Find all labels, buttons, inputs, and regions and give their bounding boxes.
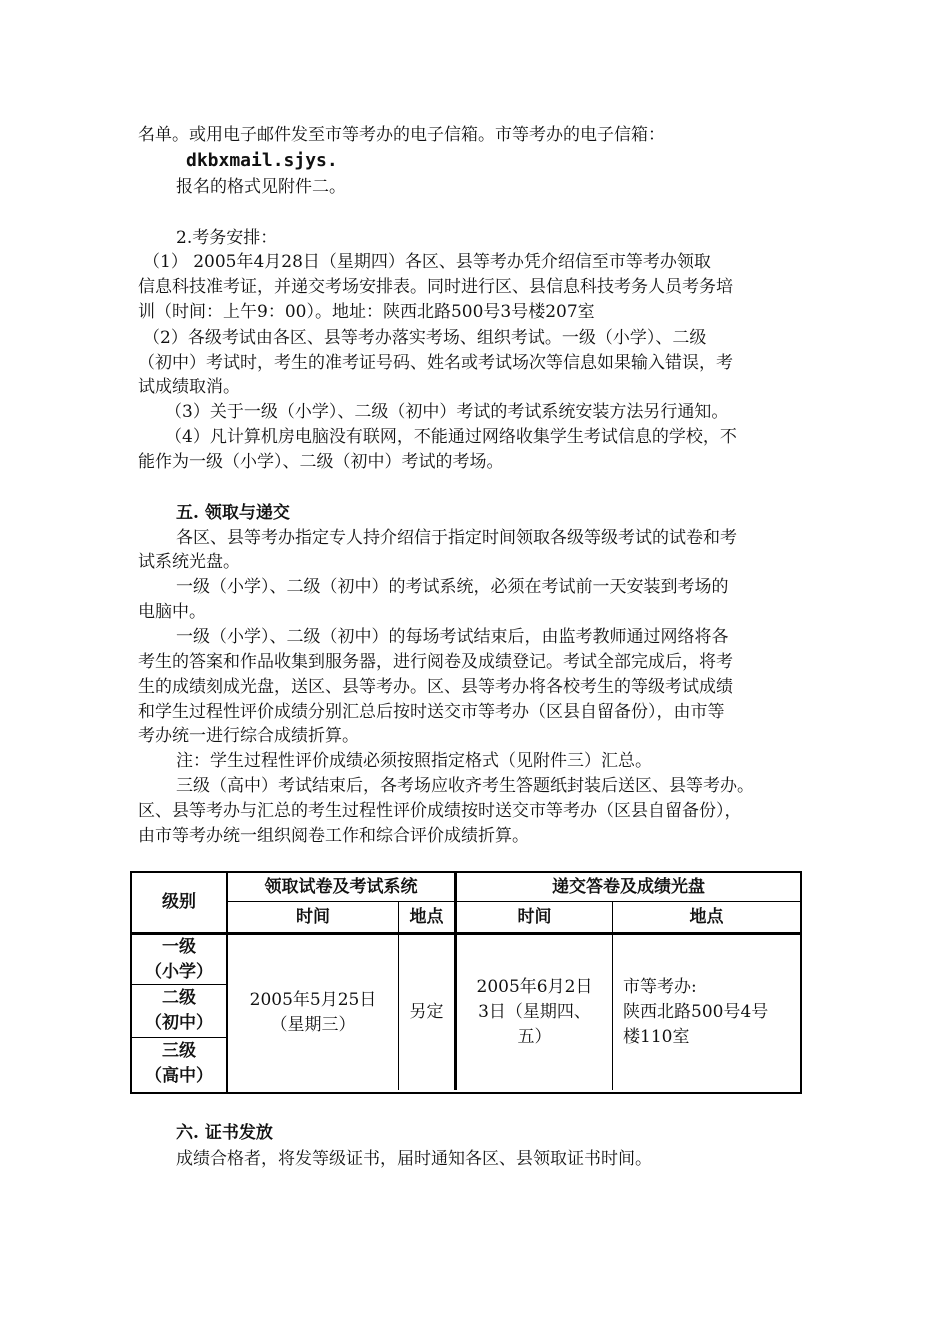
section-item-heading: 2.考务安排： xyxy=(176,228,278,248)
text-line: （1） 2005年4月28日（星期四）各区、县等考办凭介绍信至市等考办领取 xyxy=(143,252,711,272)
header-receive-time: 时间 xyxy=(296,906,330,927)
note-line: 注：学生过程性评价成绩必须按照指定格式（见附件三）汇总。 xyxy=(176,751,652,771)
receive-time: 2005年5月25日 （星期三） xyxy=(249,989,377,1035)
text-line: 区、县等考办与汇总的考生过程性评价成绩按时送交市等考办（区县自留备份）， xyxy=(138,801,742,821)
text-line: 一级（小学）、二级（初中）的考试系统，必须在考试前一天安装到考场的 xyxy=(176,577,729,597)
level-primary: 一级 （小学） xyxy=(145,936,213,982)
schedule-table xyxy=(130,871,802,1094)
receive-place: 另定 xyxy=(409,1002,444,1022)
submit-time: 2005年6月2日 3日（星期四、 五） xyxy=(476,977,593,1047)
text-line: 信息科技准考证，并递交考场安排表。同时进行区、县信息科技考务人员考务培 xyxy=(138,277,733,297)
submit-place: 市等考办: 陕西北路500号4号 楼110室 xyxy=(623,977,769,1047)
text-line: 能作为一级（小学）、二级（初中）考试的考场。 xyxy=(138,452,504,472)
email-address: dkbxmail.sjys. xyxy=(186,150,338,171)
section-heading-5: 五. 领取与递交 xyxy=(176,503,290,523)
text-line: （初中）考试时，考生的准考证号码、姓名或考试场次等信息如果输入错误，考 xyxy=(138,353,733,373)
text-line: 由市等考办统一组织阅卷工作和综合评价成绩折算。 xyxy=(138,826,529,846)
text-line: 三级（高中）考试结束后，各考场应收齐考生答题纸封装后送区、县等考办。 xyxy=(176,776,754,796)
header-level: 级别 xyxy=(162,892,196,912)
level-senior: 三级 （高中） xyxy=(145,1041,213,1086)
text-line: （2）各级考试由各区、县等考办落实考场、组织考试。一级（小学）、二级 xyxy=(143,328,707,348)
text-line: 报名的格式见附件二。 xyxy=(176,177,346,197)
section-heading-6: 六. 证书发放 xyxy=(176,1123,273,1143)
text-line: （4）凡计算机房电脑没有联网，不能通过网络收集学生考试信息的学校，不 xyxy=(165,427,737,447)
text-line: 试成绩取消。 xyxy=(138,377,240,397)
text-line: 各区、县等考办指定专人持介绍信于指定时间领取各级等级考试的试卷和考 xyxy=(176,528,737,548)
header-submit: 递交答卷及成绩光盘 xyxy=(552,876,705,897)
text-line: 名单。或用电子邮件发至市等考办的电子信箱。市等考办的电子信箱： xyxy=(138,125,665,145)
level-junior: 二级 （初中） xyxy=(145,988,213,1033)
header-submit-place: 地点 xyxy=(689,906,724,927)
text-line: 生的成绩刻成光盘，送区、县等考办。区、县等考办将各校考生的等级考试成绩 xyxy=(138,677,733,697)
text-line: 考办统一进行综合成绩折算。 xyxy=(138,726,359,746)
text-line: 电脑中。 xyxy=(138,602,206,622)
text-line: 训（时间：上午9：00）。地址：陕西北路500号3号楼207室 xyxy=(138,302,595,322)
text-line: 考生的答案和作品收集到服务器，进行阅卷及成绩登记。考试全部完成后，将考 xyxy=(138,652,733,672)
text-line: （3）关于一级（小学）、二级（初中）考试的考试系统安装方法另行通知。 xyxy=(165,402,729,422)
text-line: 一级（小学）、二级（初中）的每场考试结束后，由监考教师通过网络将各 xyxy=(176,627,729,647)
text-line: 试系统光盘。 xyxy=(138,552,240,572)
header-receive-place: 地点 xyxy=(409,906,444,927)
text-line: 成绩合格者，将发等级证书，届时通知各区、县领取证书时间。 xyxy=(176,1149,652,1169)
header-submit-time: 时间 xyxy=(517,906,552,927)
header-receive: 领取试卷及考试系统 xyxy=(264,876,418,897)
text-line: 和学生过程性评价成绩分别汇总后按时送交市等考办（区县自留备份），由市等 xyxy=(138,702,725,722)
